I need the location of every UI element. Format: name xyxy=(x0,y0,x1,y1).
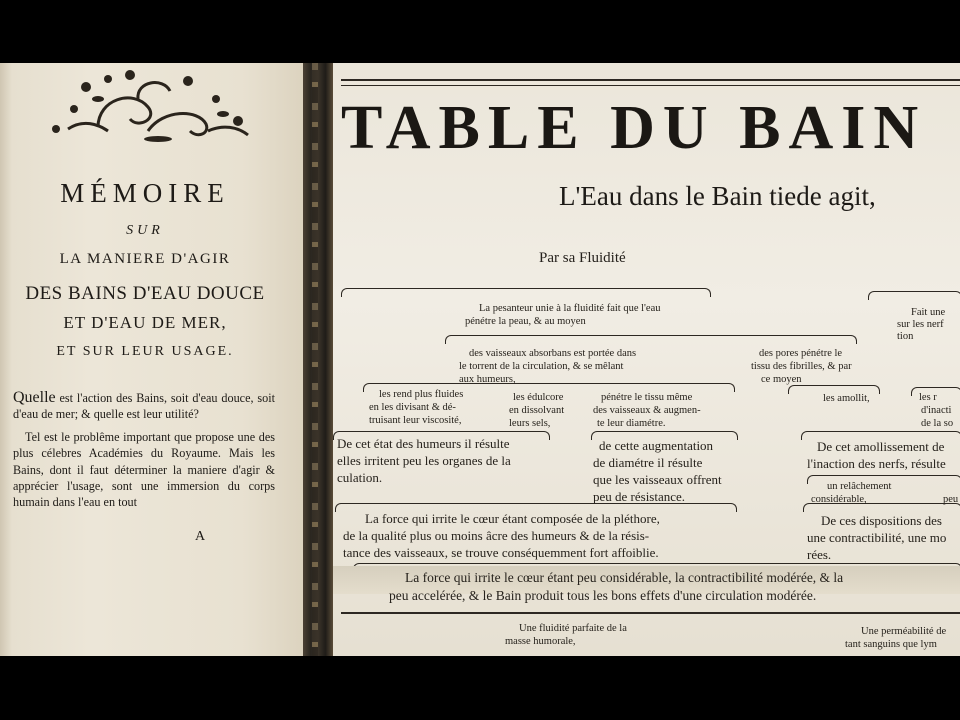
right-page xyxy=(333,63,960,656)
text-6a: les édulcore xyxy=(513,392,564,403)
text-5c: truisant leur viscosité, xyxy=(369,415,462,426)
signature-mark: A xyxy=(195,529,206,544)
text-m2a: de cette augmentation xyxy=(599,438,714,453)
text-m1b: elles irritent peu les organes de la xyxy=(337,453,511,468)
text-m2b: de diamétre il résulte xyxy=(593,455,703,470)
brace-1 xyxy=(341,288,711,297)
text-b1b: masse humorale, xyxy=(505,636,576,647)
text-m3b: l'inaction des nerfs, résulte xyxy=(807,456,946,471)
text-7c: te leur diamétre. xyxy=(597,418,666,429)
paragraph-1 xyxy=(13,390,275,423)
bains-heading: DES BAINS D'EAU DOUCE xyxy=(25,283,265,304)
text-f2c: rées. xyxy=(807,547,832,562)
text-6c: leurs sels, xyxy=(509,418,551,429)
text-4b: tissu des fibrilles, & par xyxy=(751,361,852,372)
maniere-heading: LA MANIERE D'AGIR xyxy=(59,251,231,267)
memoire-body-text xyxy=(13,390,275,511)
top-rule-thin xyxy=(341,85,960,86)
text-3c: aux humeurs, xyxy=(459,374,516,385)
text-b2a: Une perméabilité de xyxy=(861,626,947,637)
text-6b: en dissolvant xyxy=(509,405,565,416)
text-4a: des pores pénétre le xyxy=(759,348,843,359)
table-subtitle: L'Eau dans le Bain tiede agit, xyxy=(559,181,876,211)
book-spine xyxy=(303,63,333,656)
brace-2 xyxy=(868,291,960,300)
text-2a: Fait une xyxy=(911,307,946,318)
sur-heading: SUR xyxy=(126,223,164,238)
text-b1a: Une fluidité parfaite de la xyxy=(519,623,627,634)
text-9c: de la so xyxy=(921,418,954,429)
bottom-rule xyxy=(341,612,960,614)
text-1a: La pesanteur unie à la fluidité fait que l'eau xyxy=(479,303,661,314)
text-8: les amollit, xyxy=(823,393,870,404)
mer-heading: ET D'EAU DE MER, xyxy=(63,313,227,332)
top-rule xyxy=(341,79,960,81)
text-1b: pénétre la peau, & au moyen xyxy=(465,316,586,327)
text-c1b: peu accelérée, & le Bain produit tous les bons effets d'une circulation modérée. xyxy=(389,588,817,603)
left-page xyxy=(0,63,303,656)
text-3b: le torrent de la circulation, & se mêlant xyxy=(459,361,624,372)
table-title: TABLE DU BAIN xyxy=(341,94,927,162)
usage-heading: ET SUR LEUR USAGE. xyxy=(56,344,234,359)
text-7b: des vaisseaux & augmen- xyxy=(593,405,701,416)
text-f2a: De ces dispositions des xyxy=(821,513,942,528)
text-4c: ce moyen xyxy=(761,374,802,385)
text-m1c: culation. xyxy=(337,470,383,485)
paragraph-2: Tel est le problême important que propose une des plus célebres Académies du Royaume. Mais les Bains, dont il faut déterminer la maniere d'agir & apprécier l'usage, sont une immersion du corps humain dans l'eau en tout xyxy=(13,429,275,510)
text-2c: tion xyxy=(897,331,914,342)
brace-3 xyxy=(445,335,857,344)
text-f1c: tance des vaisseaux, se trouve conséquemment fort affoiblie. xyxy=(343,545,659,560)
paragraph-1-text: est l'action des Bains, soit d'eau douce, soit d'eau de mer; & quelle est leur utilité? xyxy=(13,391,275,422)
text-2b: sur les nerf xyxy=(897,319,944,330)
floral-ornament-icon xyxy=(38,69,260,145)
text-b2b: tant sanguins que lym xyxy=(845,639,937,650)
book-photograph xyxy=(0,63,960,656)
dropcap-word: Quelle xyxy=(13,389,56,406)
memoire-title: MÉMOIRE xyxy=(60,178,230,208)
text-m2c: que les vaisseaux offrent xyxy=(593,472,722,487)
text-s1c: peu xyxy=(943,494,959,505)
text-s1b: considérable, xyxy=(811,494,867,505)
text-f1b: de la qualité plus ou moins âcre des humeurs & de la résis- xyxy=(343,528,650,543)
text-s1a: un relâchement xyxy=(827,481,892,492)
text-m1a: De cet état des humeurs il résulte xyxy=(337,436,510,451)
text-m2d: peu de résistance. xyxy=(593,489,686,504)
fluidite-heading: Par sa Fluidité xyxy=(539,250,626,266)
text-9b: d'inacti xyxy=(921,405,952,416)
brace-12 xyxy=(803,503,960,512)
text-f2b: une contractibilité, une mo xyxy=(807,530,947,545)
text-5b: en les divisant & dé- xyxy=(369,402,456,413)
text-5a: les rend plus fluides xyxy=(379,389,464,400)
text-7a: pénétre le tissu même xyxy=(601,392,693,403)
text-f1a: La force qui irrite le cœur étant composée de la pléthore, xyxy=(365,511,660,526)
text-3a: des vaisseaux absorbans est portée dans xyxy=(469,348,637,359)
text-9a: les r xyxy=(919,392,937,403)
text-c1a: La force qui irrite le cœur étant peu considérable, la contractibilité modérée, & la xyxy=(405,570,844,585)
text-m3a: De cet amollissement de xyxy=(817,439,945,454)
